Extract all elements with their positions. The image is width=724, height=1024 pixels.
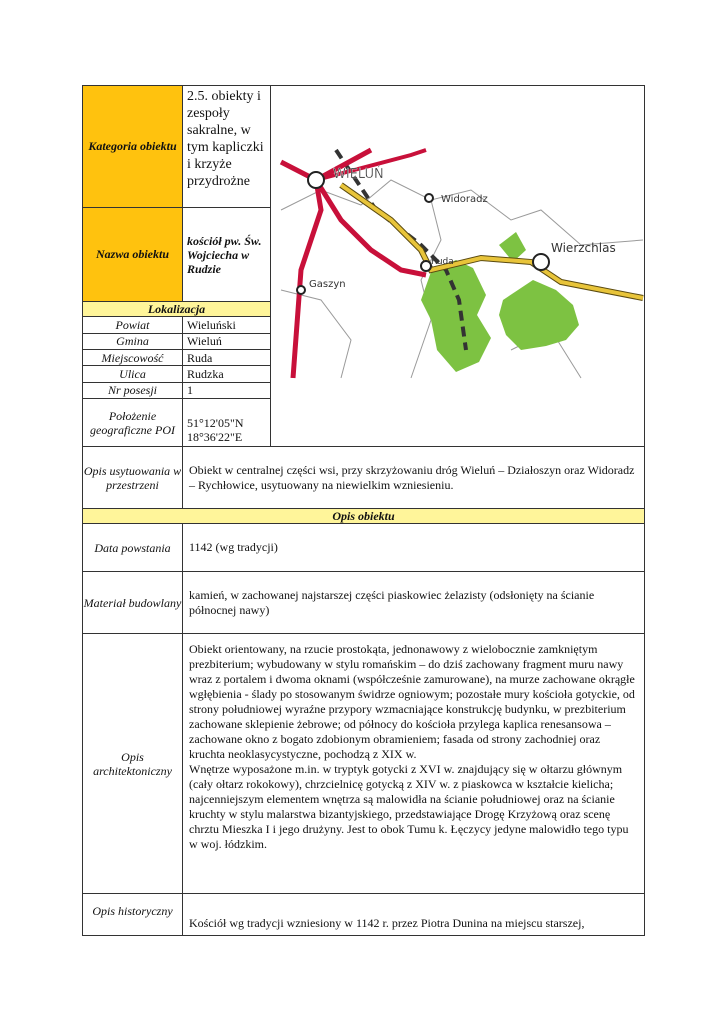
geo-position-value: [183, 399, 271, 447]
village-marker-gaszyn: [297, 286, 305, 294]
locality-value: Ruda: [183, 350, 271, 366]
powiat-value: Wieluński: [183, 317, 271, 333]
material-label: Materiał budowlany: [83, 572, 183, 634]
location-header: Lokalizacja: [83, 302, 271, 317]
geo-position-label: Położenie geograficzne POI: [83, 399, 183, 447]
setting-value: Obiekt w centralnej części wsi, przy skrzyżowaniu dróg Wieluń – Działoszyn oraz Widoradz – Rychłowice, usytuowany na niewielkim wzniesieniu.: [183, 447, 645, 509]
architecture-paragraph: Wnętrze wyposażone m.in. w tryptyk gotycki z XVI w. znajdujący się w ołtarzu głównym (cały ołtarz rokokowy), chrzcielnicę gotycką z XIV w. z piaskowca w kształcie kielicha; najcenniejszym elementem wnętrza są malowidła na ścianie południowej oraz na ścianie kruchty w stylu malarstwa bizantyjskiego, przedstawiające Drogę Krzyżową oraz scenę chrztu Mieszka I i jego drużyny. Jest to obok Tumu k. Łęczycy jedyne malowidło tego typu w woj. łódzkim.: [189, 762, 629, 851]
map-label-wierzchlas: Wierzchlas: [551, 241, 616, 255]
locality-label: Miejscowość: [83, 350, 183, 366]
creation-date-value: 1142 (wg tradycji): [183, 524, 645, 572]
name-label: Nazwa obiektu: [83, 208, 183, 302]
history-value: Kościół wg tradycji wzniesiony w 1142 r. przez Piotra Dunina na miejscu starszej,: [183, 894, 645, 936]
material-value: kamień, w zachowanej najstarszej części piaskowiec żelazisty (odsłonięty na ścianie północnej nawy): [183, 572, 645, 634]
gmina-value: Wieluń: [183, 333, 271, 349]
powiat-label: Powiat: [83, 317, 183, 333]
geo-latitude: 51°12'05"N: [187, 416, 244, 430]
street-value: Rudzka: [183, 366, 271, 382]
object-card-table: [82, 85, 645, 936]
house-number-label: Nr posesji: [83, 382, 183, 398]
map-label-ruda: Ruda: [431, 257, 454, 267]
category-value: 2.5. obiekty i zespoły sakralne, w tym kapliczki i krzyże przydrożne: [183, 86, 271, 208]
map-label-wielun: WIELUŃ: [333, 167, 384, 182]
document-page: [82, 85, 644, 936]
map-label-gaszyn: Gaszyn: [309, 279, 346, 290]
setting-label: Opis usytuowania w przestrzeni: [83, 447, 183, 509]
creation-date-label: Data powstania: [83, 524, 183, 572]
house-number-value: 1: [183, 382, 271, 398]
gmina-label: Gmina: [83, 333, 183, 349]
map-label-widoradz: Widoradz: [441, 194, 488, 205]
architecture-label: Opis architektoniczny: [83, 634, 183, 894]
name-value: kościół pw. Św. Wojciecha w Rudzie: [183, 208, 271, 302]
architecture-value: [183, 634, 645, 894]
description-header: Opis obiektu: [83, 509, 645, 524]
geo-longitude: 18°36'22"E: [187, 430, 243, 444]
village-marker-ruda: [421, 261, 431, 271]
town-marker-wierzchlas: [533, 254, 549, 270]
architecture-paragraph: Obiekt orientowany, na rzucie prostokąta, jednonawowy z wielobocznie zamkniętym prezbiterium; wybudowany w stylu romańskim – do dziś zachowany fragment muru nawy wraz z portalem i dwoma oknami (współcześnie zamurowane), na murze zachowane okrągłe wgłębienia - ślady po stosowanym świdrze ogniowym; pozostałe mury kościoła gotyckie, od strony południowej wyraźne przypory wzmacniające konstrukcję budynku, w prezbiterium zachowane sklepienie żebrowe; od północy do kościoła przylega kaplica renesansowa – zachowane okno z bogato zdobionym obramieniem; fasada od strony zachodniej oraz kruchta neoklasycystyczne, pochodzą z XIX w.: [189, 642, 635, 761]
location-map: [271, 86, 644, 446]
street-label: Ulica: [83, 366, 183, 382]
town-marker-wielun: [308, 172, 324, 188]
category-label: Kategoria obiektu: [83, 86, 183, 208]
history-label: Opis historyczny: [83, 894, 183, 936]
map-cell: [271, 86, 645, 447]
village-marker-widoradz: [425, 194, 433, 202]
